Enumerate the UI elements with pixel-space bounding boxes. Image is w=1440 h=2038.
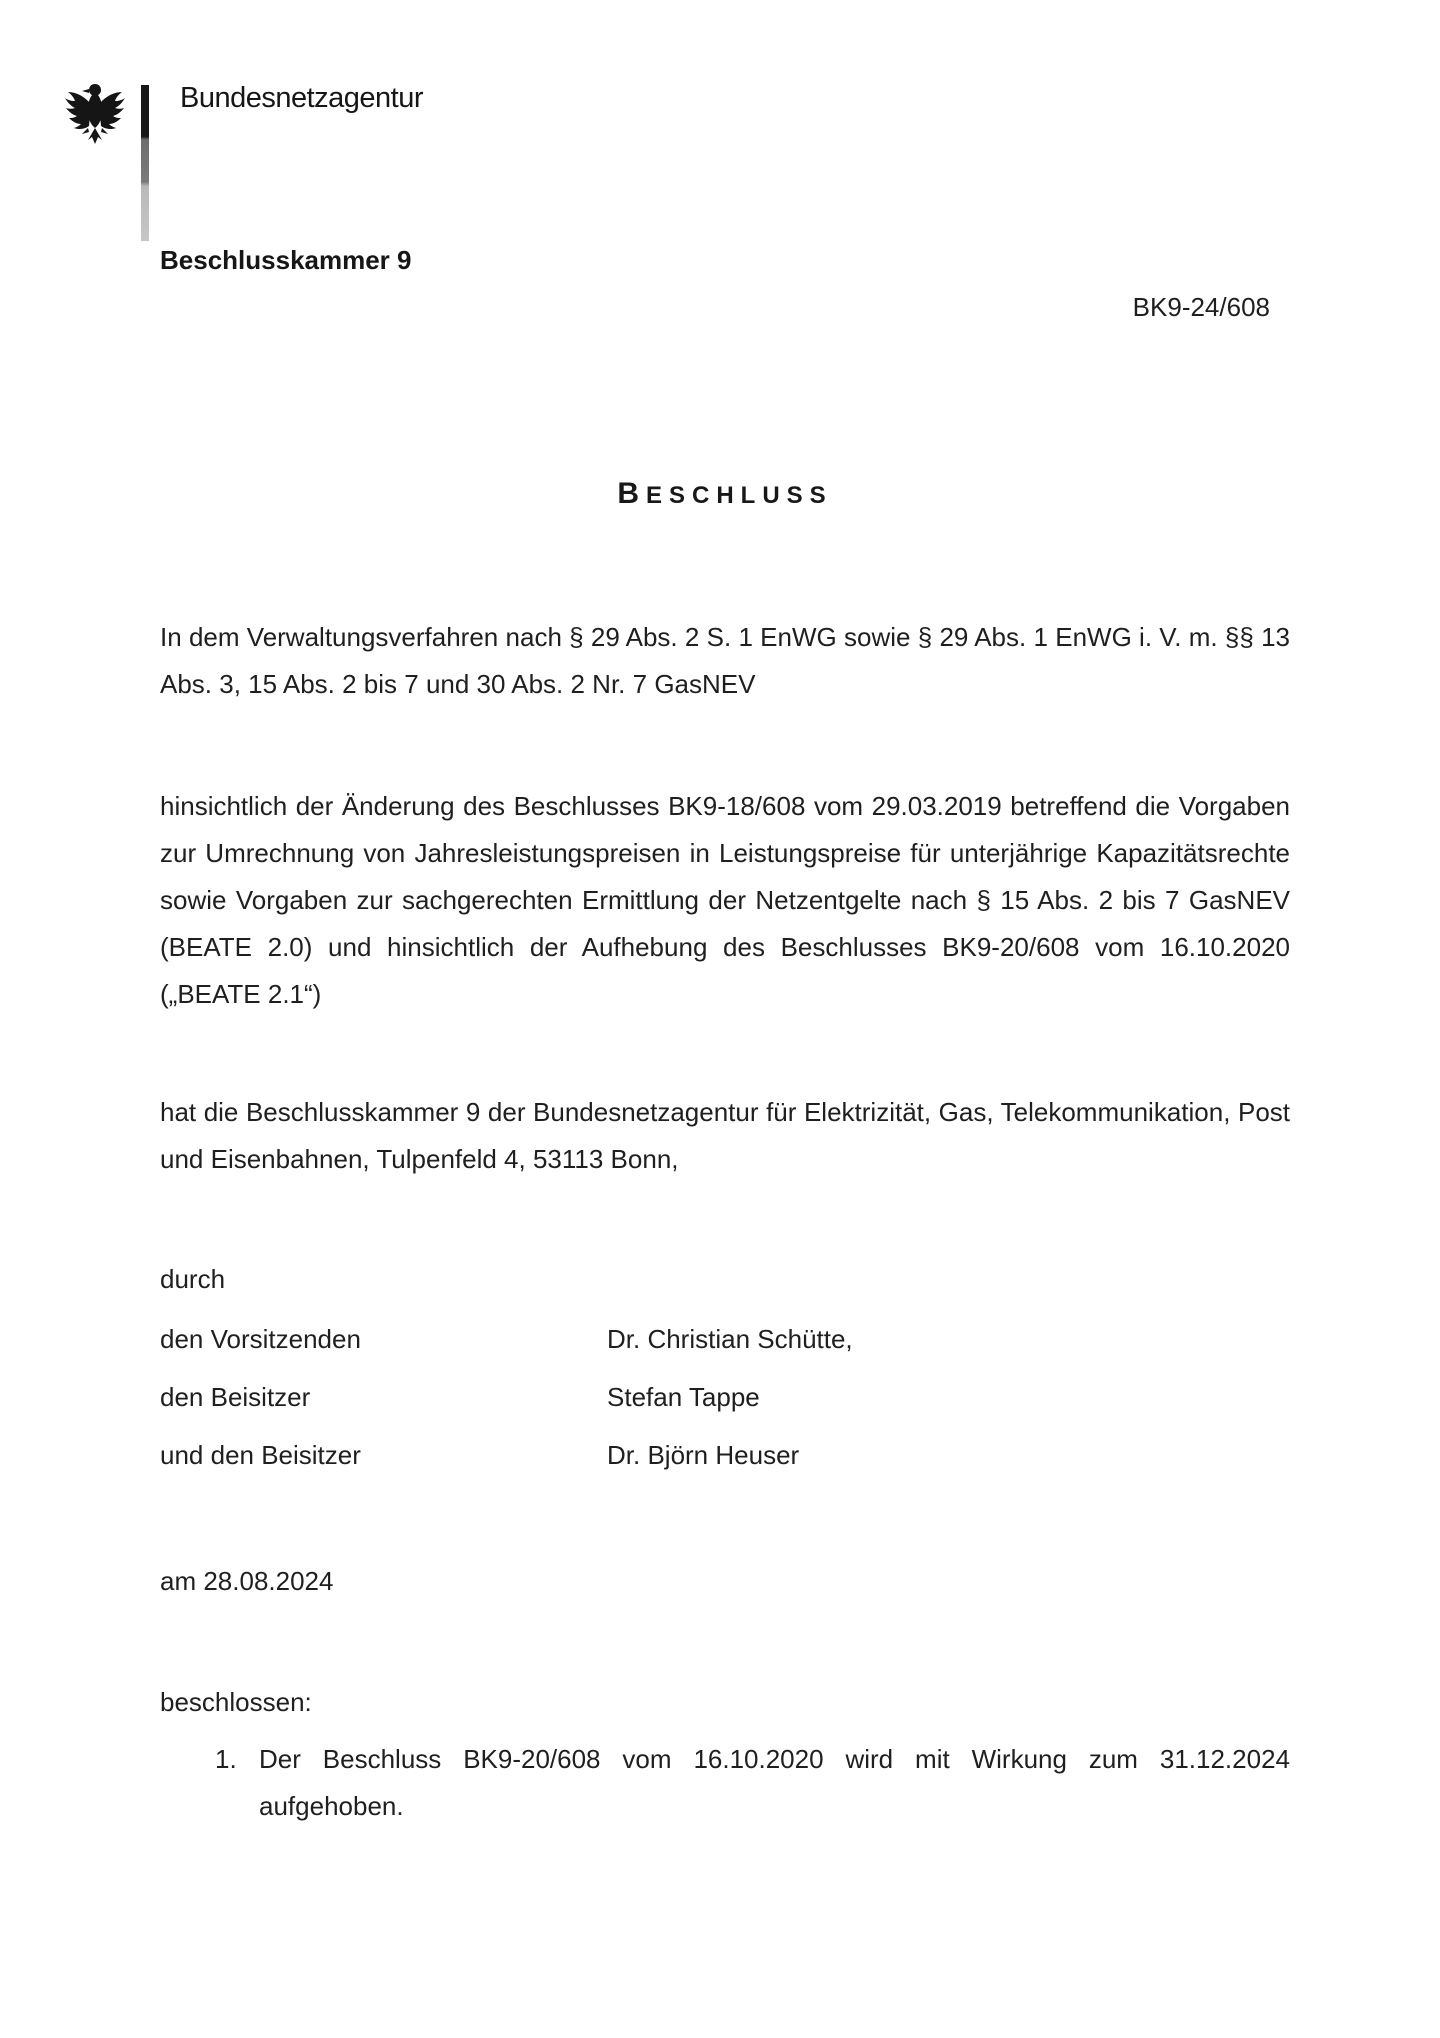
case-number: BK9-24/608 (1132, 292, 1270, 322)
logo-gradient-bar (141, 85, 149, 241)
panel-row (160, 1374, 1290, 1421)
panel-name: Dr. Christian Schütte, (607, 1324, 853, 1354)
panel-name: Stefan Tappe (607, 1382, 760, 1412)
panel-members (160, 1316, 1290, 1490)
paragraph-authority: hat die Beschlusskammer 9 der Bundesnetzagentur für Elektrizität, Gas, Telekommunikation, Post und Eisenbahnen, Tulpenfeld 4, 53113 Bonn, (160, 1097, 1290, 1174)
paragraph-subject: hinsichtlich der Änderung des Beschlusses BK9-18/608 vom 29.03.2019 betreffend die Vorgaben zur Umrechnung von Jahresleistungspreisen in Leistungspreise für unterjährige Kapazitätsrechte sowie Vorgaben zur sachgerechten Ermittlung der Netzentgelte nach § 15 Abs. 2 bis 7 GasNEV (BEATE 2.0) und hinsichtlich der Aufhebung des Beschlusses BK9-20/608 vom 16.10.2020 („BEATE 2.1“) (160, 791, 1290, 1009)
decision-list (160, 1736, 1290, 1830)
paragraph-procedure-intro: In dem Verwaltungsverfahren nach § 29 Abs. 2 S. 1 EnWG sowie § 29 Abs. 1 EnWG i. V. m. §§ 13 Abs. 3, 15 Abs. 2 bis 7 und 30 Abs. 2 Nr. 7 GasNEV (160, 622, 1290, 699)
panel-role: den Beisitzer (160, 1382, 311, 1412)
decision-date-line: am 28.08.2024 (160, 1566, 334, 1596)
panel-role: den Vorsitzenden (160, 1324, 361, 1354)
durch-label: durch (160, 1264, 226, 1294)
panel-row (160, 1432, 1290, 1479)
chamber-heading: Beschlusskammer 9 (160, 245, 412, 275)
panel-row (160, 1316, 1290, 1363)
panel-role: und den Beisitzer (160, 1440, 361, 1470)
decided-label: beschlossen: (160, 1687, 312, 1717)
decision-item (215, 1736, 1290, 1830)
panel-name: Dr. Björn Heuser (607, 1440, 800, 1470)
federal-eagle-icon (64, 82, 126, 146)
brand-wordmark: Bundesnetzagentur (180, 82, 424, 114)
document-title: BESCHLUSS (617, 477, 833, 510)
decision-text: Der Beschluss BK9-20/608 vom 16.10.2020 wird mit Wirkung zum 31.12.2024 aufgehoben. (259, 1744, 1290, 1821)
decision-number: 1. (215, 1744, 237, 1774)
